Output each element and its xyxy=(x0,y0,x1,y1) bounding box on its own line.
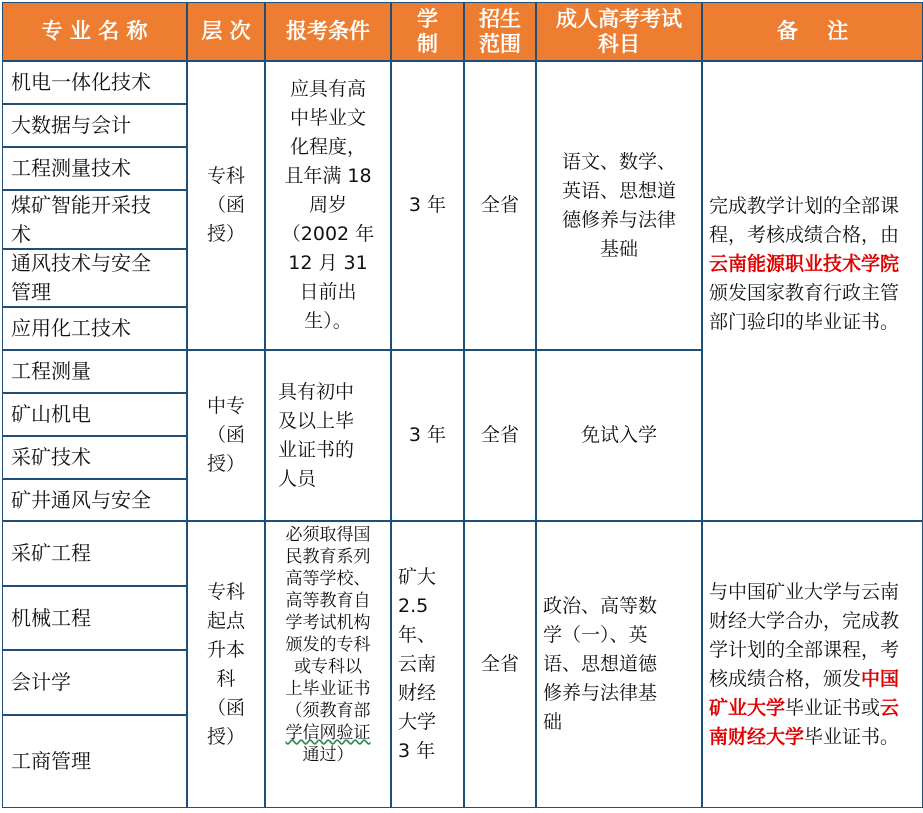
admissions-table xyxy=(2,2,923,808)
major-name: 应用化工技术 xyxy=(11,316,131,340)
condition-cell xyxy=(265,521,391,808)
major-cell xyxy=(2,436,187,479)
major-name: 工程测量技术 xyxy=(11,156,131,180)
level-text: 专科 起点 升本 科 （函 授） xyxy=(206,580,245,748)
major-name: 工商管理 xyxy=(11,749,91,773)
subjects-text: 免试入学 xyxy=(580,424,657,446)
header-level xyxy=(187,2,265,61)
major-name: 机械工程 xyxy=(11,605,91,630)
notes-cell xyxy=(702,521,923,808)
header-duration xyxy=(391,2,464,61)
notes-text xyxy=(709,192,916,337)
condition-text xyxy=(286,524,371,766)
major-name: 矿山机电 xyxy=(11,402,91,426)
major-name: 煤矿智能开采技 术 xyxy=(11,192,151,246)
major-cell xyxy=(2,61,187,104)
header-subjects xyxy=(536,2,702,61)
major-cell xyxy=(2,350,187,393)
notes-part1: 与中国矿业大学与云南财经大学合办，完成教学计划的全部课程，考核成绩合格，颁发 xyxy=(709,580,900,690)
header-duration-text: 学 制 xyxy=(417,6,438,56)
level-cell xyxy=(187,350,265,521)
level-cell xyxy=(187,521,265,808)
major-cell xyxy=(2,190,187,249)
major-name: 采矿工程 xyxy=(11,541,91,565)
header-scope xyxy=(464,2,536,61)
subjects-cell xyxy=(536,350,702,521)
condition-cell xyxy=(265,61,391,350)
condition-text: 应具有高 中毕业文 化程度， 且年满 18 周岁 （2002 年 12 月 31 日前出 生）。 xyxy=(281,78,375,332)
subjects-text: 语文、数学、 英语、思想道 德修养与法律 基础 xyxy=(561,150,676,260)
subjects-cell xyxy=(536,61,702,350)
header-condition xyxy=(265,2,391,61)
condition-end: 通过） xyxy=(302,745,354,765)
scope-cell xyxy=(464,61,536,350)
major-name: 矿井通风与安全 xyxy=(11,487,151,512)
header-notes xyxy=(702,2,923,61)
major-cell xyxy=(2,586,187,650)
major-cell xyxy=(2,104,187,147)
school-name-highlight: 云南能源职业技术学院 xyxy=(709,253,900,275)
notes-part1: 完成教学计划的全部课程，考核成绩合格，由 xyxy=(709,195,900,246)
major-cell xyxy=(2,521,187,586)
duration-cell xyxy=(391,350,464,521)
major-cell xyxy=(2,249,187,307)
major-cell xyxy=(2,715,187,808)
header-notes-text: 备 注 xyxy=(776,19,849,43)
notes-part2: 颁发国家教育行政主管部门验印的毕业证书。 xyxy=(709,282,900,333)
scope-cell xyxy=(464,521,536,808)
level-text: 专科 （函 授） xyxy=(206,165,245,245)
major-name: 采矿技术 xyxy=(11,445,91,469)
major-cell xyxy=(2,479,187,521)
major-name: 机电一体化技术 xyxy=(11,70,151,94)
notes-text xyxy=(709,578,916,752)
scope-text: 全省 xyxy=(480,653,519,675)
notes-part3: 毕业证书。 xyxy=(804,725,900,748)
major-name: 工程测量 xyxy=(11,359,91,383)
condition-cell xyxy=(265,350,391,521)
subjects-text: 政治、高等数 学（一）、英 语、思想道德 修养与法律基 础 xyxy=(543,595,658,733)
major-cell xyxy=(2,307,187,350)
major-name: 会计学 xyxy=(11,670,71,694)
header-subjects-text: 成人高考考试 科目 xyxy=(556,6,682,56)
subjects-cell xyxy=(536,521,702,808)
major-cell xyxy=(2,650,187,715)
school-name-highlight: 中国矿业大学 xyxy=(709,667,900,719)
header-major-text: 专 业 名 称 xyxy=(41,19,148,43)
notes-cell xyxy=(702,61,923,521)
major-name: 大数据与会计 xyxy=(11,113,131,137)
notes-part2: 毕业证书或 xyxy=(785,696,881,719)
header-scope-text: 招生 范围 xyxy=(479,6,521,56)
header-condition-text: 报考条件 xyxy=(286,19,370,43)
duration-text: 3 年 xyxy=(408,194,447,216)
duration-cell xyxy=(391,61,464,350)
scope-text: 全省 xyxy=(480,424,519,446)
major-name: 通风技术与安全 管理 xyxy=(11,251,151,304)
major-cell xyxy=(2,147,187,190)
duration-text: 3 年 xyxy=(408,424,447,446)
scope-cell xyxy=(464,350,536,521)
xuexin-verification-text: 学信网验证 xyxy=(285,723,371,743)
duration-cell xyxy=(391,521,464,808)
condition-text: 具有初中 及以上毕 业证书的 人员 xyxy=(278,380,355,490)
condition-main: 必须取得国 民教育系列 高等学校、 高等教育自 学考试机构 颁发的专科 或专科以 上毕业证书 （须教育部 xyxy=(285,525,371,721)
school-name-highlight: 云南财经大学 xyxy=(709,696,900,748)
header-major xyxy=(2,2,187,61)
level-cell xyxy=(187,61,265,350)
scope-text: 全省 xyxy=(480,194,519,216)
major-cell xyxy=(2,393,187,436)
header-level-text: 层 次 xyxy=(201,19,251,43)
duration-text: 矿大 2.5 年、 云南 财经 大学 3 年 xyxy=(398,566,437,762)
level-text: 中专 （函 授） xyxy=(206,395,245,475)
